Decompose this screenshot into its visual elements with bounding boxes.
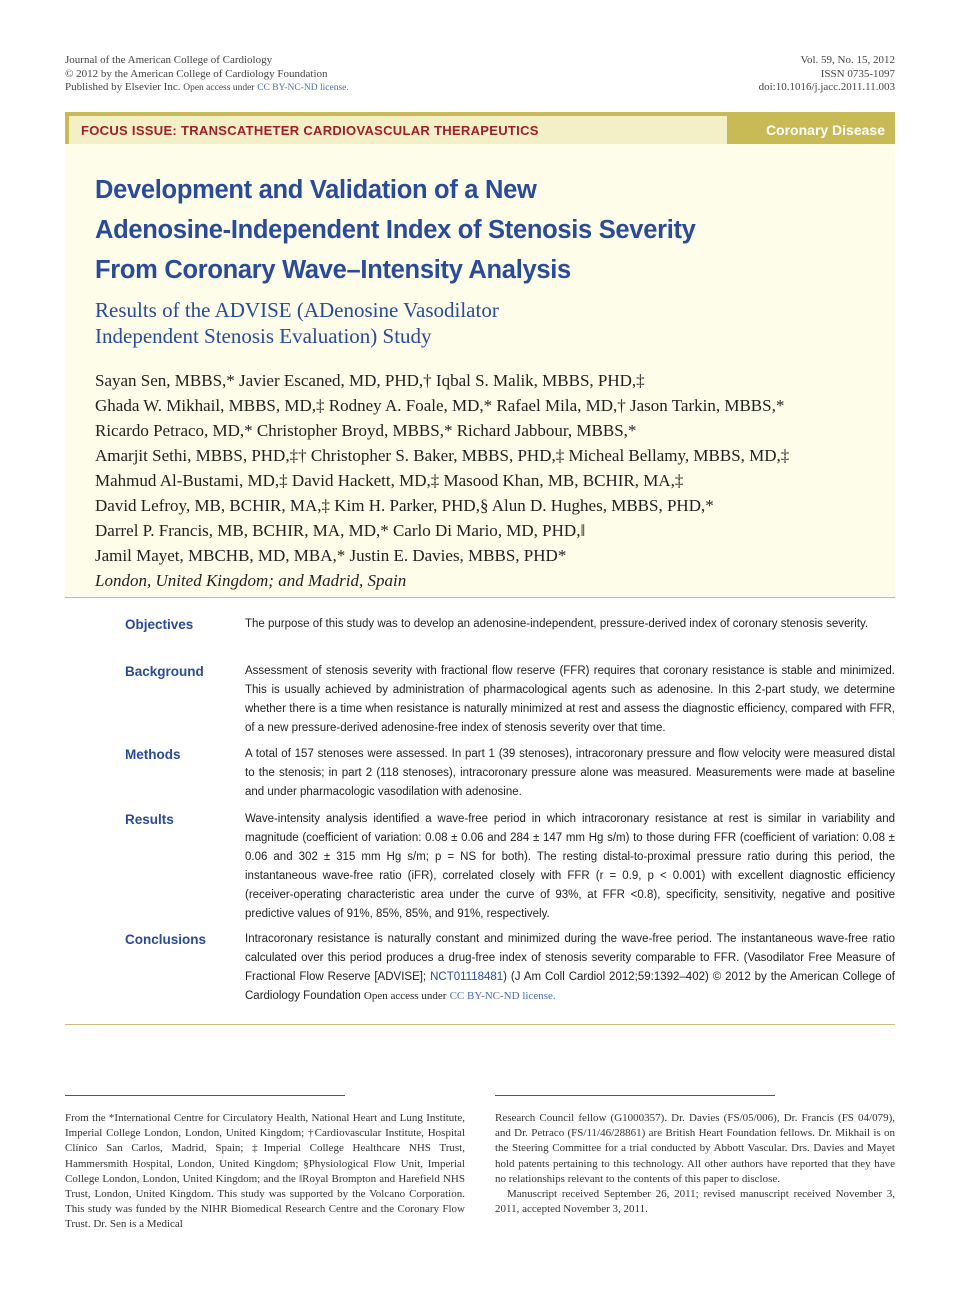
section-text [245,930,895,1006]
title-line: From Coronary Wave–Intensity Analysis [95,256,571,284]
journal-header [65,54,895,98]
author-line: Sayan Sen, MBBS,* Javier Escaned, MD, PHD,† Iqbal S. Malik, MBBS, PHD,‡ [95,371,645,390]
author-line: Ghada W. Mikhail, MBBS, MD,‡ Rodney A. Foale, MD,* Rafael Mila, MD,† Jason Tarkin, MBBS,* [95,396,785,415]
trial-registration-link[interactable]: NCT01118481 [430,971,504,983]
volume-info: Vol. 59, No. 15, 2012 [800,54,895,66]
funding-disclosure: Research Council fellow (G1000357). Dr. Davies (FS/05/006), Dr. Francis (FS 04/079), and Dr. Petraco (FS/11/46/28861) are British Heart Foundation fellows. Dr. Mikhail is on the Steering Committee for a trial conducted by Abbott Vascular. Drs. Davies and Mayet hold patents pertaining to this technology. All other authors have reported that they have no relationships relevant to the contents of this paper to disclose. [495,1112,895,1185]
title-line: Development and Validation of a New [95,176,537,204]
footnote-left [65,1111,465,1233]
section-label: Results [125,812,174,827]
author-line: David Lefroy, MB, BCHIR, MA,‡ Kim H. Parker, PHD,§ Alun D. Hughes, MBBS, PHD,* [95,496,714,515]
title-line: Adenosine-Independent Index of Stenosis Severity [95,216,696,244]
author-line: Mahmud Al-Bustami, MD,‡ David Hackett, MD,‡ Masood Khan, MB, BCHIR, MA,‡ [95,471,684,490]
section-label: Conclusions [125,932,207,947]
footnote-right [495,1111,895,1217]
section-label: Objectives [125,617,194,632]
open-access-prefix: Open access under [363,990,447,1002]
section-text: Assessment of stenosis severity with fractional flow reserve (FFR) requires that coronary resistance is stable and minimized. This is usually achieved by administration of pharmacological agents such as adenosine. In this 2-part study, we determine whether there is a time when resistance is naturally minimized at rest and assess the diagnostic efficiency, compared with FFR, of a new pressure-derived adenosine-free index of stenosis severity over that time. [245,665,895,734]
section-label: Methods [125,747,181,762]
conclusions-text: Intracoronary resistance is naturally constant and minimized during the wave-free period. The instantaneous wave-free ratio calculated over this period produces a drug-free index of stenosis severity comparable to FFR. (Vasodilator Free Measure of Fractional Flow Reserve [ADVISE]; [245,933,895,983]
publisher-line [65,81,349,96]
author-list [95,368,895,593]
license-link[interactable]: CC BY-NC-ND license. [449,990,556,1002]
affiliation-line: London, United Kingdom; and Madrid, Spain [95,571,407,590]
publisher: Published by Elsevier Inc. [65,81,181,93]
journal-name: Journal of the American College of Cardiology [65,54,273,66]
doi: doi:10.1016/j.jacc.2011.11.003 [758,81,895,93]
manuscript-dates: Manuscript received September 26, 2011; revised manuscript received November 3, 2011, accepted November 3, 2011. [495,1188,895,1216]
footnote-rule-left [65,1095,345,1096]
author-line: Ricardo Petraco, MD,* Christopher Broyd, MBBS,* Richard Jabbour, MBBS,* [95,421,637,440]
abstract-bottom-rule [65,1024,895,1025]
section-label: Coronary Disease [727,116,895,144]
section-label: Background [125,664,204,679]
section-text: The purpose of this study was to develop an adenosine-independent, pressure-derived index of coronary stenosis severity. [245,618,869,630]
section-text: A total of 157 stenoses were assessed. In part 1 (39 stenoses), intracoronary pressure and flow velocity were measured distal to the stenosis; in part 2 (118 stenoses), intracoronary pressure alone was measured. Measurements were made at baseline and under pharmacologic vasodilation with adenosine. [245,748,895,798]
footnote-rule-right [495,1095,775,1096]
article-subtitle [95,297,875,349]
author-line: Darrel P. Francis, MB, BCHIR, MA, MD,* Carlo Di Mario, MD, PHD,‖ [95,521,586,540]
subtitle-line: Independent Stenosis Evaluation) Study [95,324,432,348]
issn: ISSN 0735-1097 [820,67,895,80]
author-line: Jamil Mayet, MBCHB, MD, MBA,* Justin E. Davies, MBBS, PHD* [95,546,567,565]
copyright-line: © 2012 by the American College of Cardiology Foundation [65,67,328,80]
affiliations-footnote: From the *International Centre for Circulatory Health, National Heart and Lung Institute, Imperial College London, London, United Kingdom; †Cardiovascular Institute, Hospital Clínico San Carlos, Madrid, Spain; ‡Imperial College Healthcare NHS Trust, Hammersmith Hospital, London, United Kingdom; §Physiological Flow Unit, Imperial College London, London, United Kingdom; and the ‖Royal Brompton and Harefield NHS Trust, London, United Kingdom. This study was supported by the Volcano Corporation. This study was funded by the NIHR Biomedical Research Centre and the Coronary Flow Trust. Dr. Sen is a Medical [65,1112,465,1231]
author-line: Amarjit Sethi, MBBS, PHD,‡† Christopher S. Baker, MBBS, PHD,‡ Micheal Bellamy, MBBS, MD,‡ [95,446,790,465]
focus-issue-bar [65,112,895,144]
article-title [95,170,875,290]
subtitle-line: Results of the ADVISE (ADenosine Vasodilator [95,298,499,322]
license-link[interactable]: CC BY-NC-ND license. [257,83,349,93]
focus-issue-label: FOCUS ISSUE: TRANSCATHETER CARDIOVASCULAR THERAPEUTICS [81,123,539,138]
section-text: Wave-intensity analysis identified a wave-free period in which intracoronary resistance at rest is similar in variability and magnitude (coefficient of variation: 0.08 ± 0.06 and 284 ± 147 mm Hg s/m) to those during FFR (coefficient of variation: 0.08 ± 0.06 and 302 ± 315 mm Hg s/m; p = NS for both). The resting distal-to-proximal pressure ratio during this period, the instantaneous wave-free ratio (iFR), correlated closely with FFR (r = 0.9, p < 0.001) with excellent diagnostic efficiency (receiver-operating characteristic area under the curve of 93%, at FFR <0.8), specificity, sensitivity, negative and positive predictive values of 91%, 85%, 85%, and 91%, respectively. [245,813,895,920]
abstract-top-rule [65,597,895,598]
open-access-prefix: Open access under [183,83,255,93]
citation-text: ) (J Am Coll Cardiol 2012;59:1392–402) © 2012 by the American College of Cardiology Foundation [245,971,895,1002]
